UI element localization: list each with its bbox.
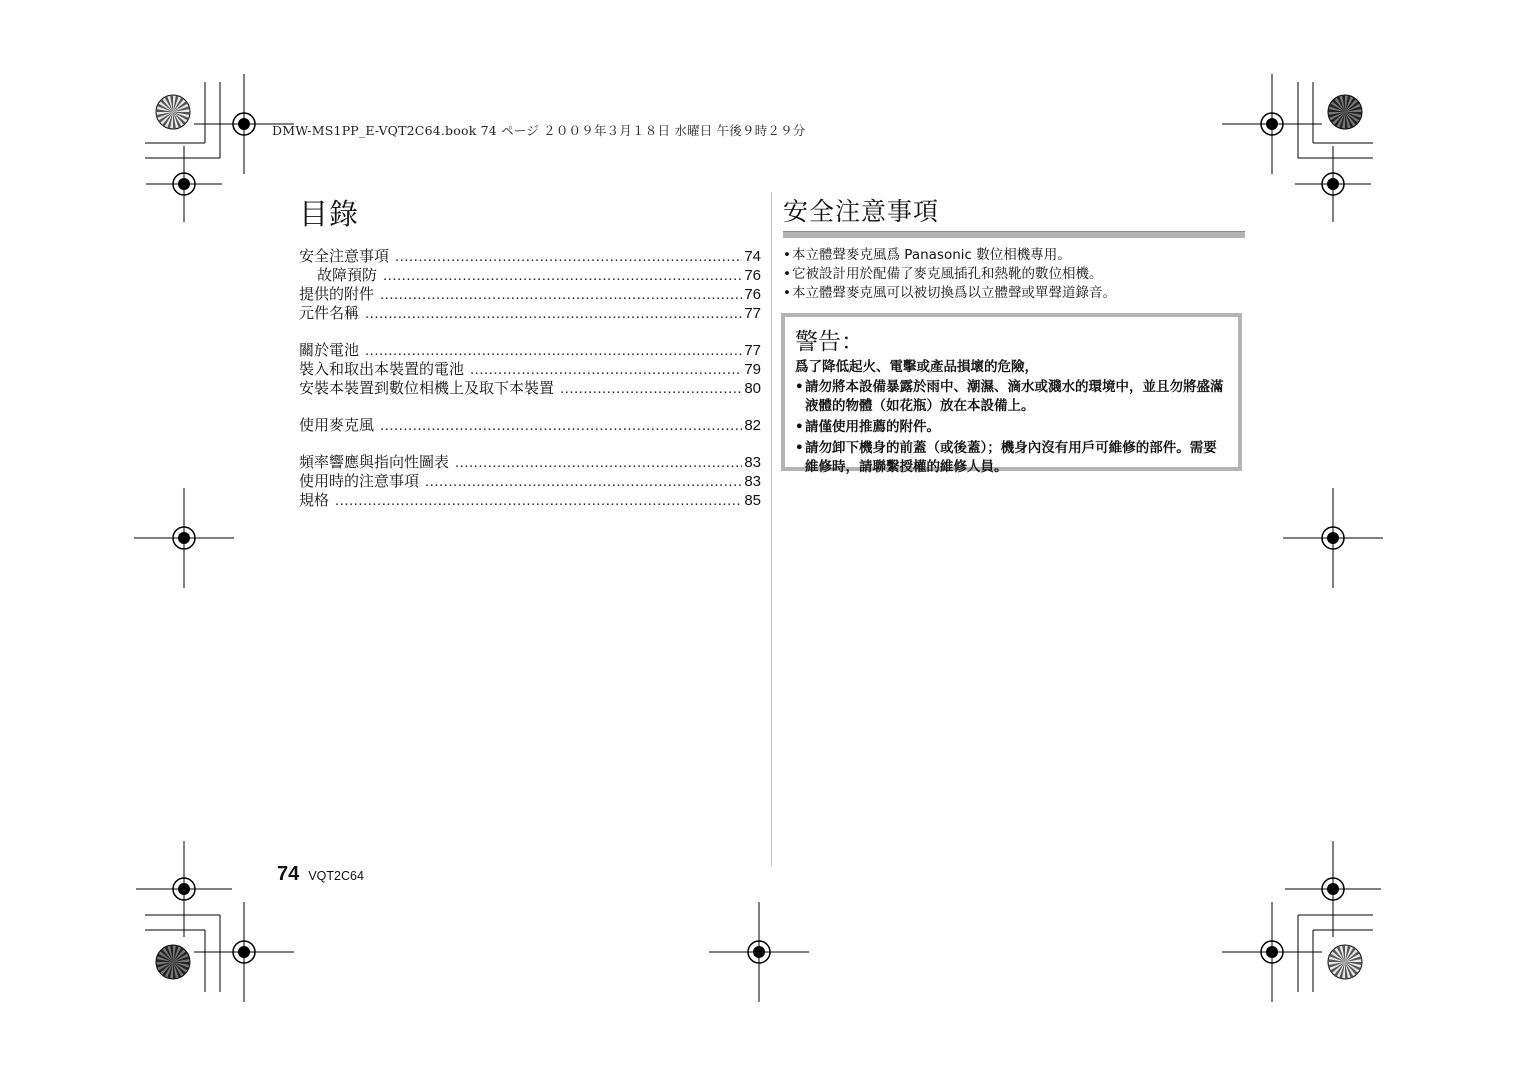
color-target-mark (1328, 945, 1362, 979)
registration-mark (1295, 146, 1371, 222)
safety-title-bar (783, 231, 1245, 238)
toc-entry (299, 453, 761, 472)
toc-entry-label: 安裝本裝置到數位相機上及取下本裝置 (299, 379, 555, 397)
toc-entry-label: 故障預防 (317, 266, 378, 284)
registration-mark (1283, 488, 1383, 588)
toc-entry (299, 416, 761, 435)
toc-leader-dots (335, 491, 742, 510)
toc-entry (299, 491, 761, 510)
toc-leader-dots (470, 360, 742, 379)
toc-entry-page: 76 (744, 267, 761, 284)
toc-entry-label: 元件名稱 (299, 304, 360, 322)
registration-mark (709, 902, 809, 1002)
toc-entry-label: 使用時的注意事項 (299, 472, 420, 490)
toc-entry-page: 74 (744, 248, 761, 265)
warning-bullet: • 請勿卸下機身的前蓋（或後蓋）；機身內沒有用戶可維修的部件。需要維修時，請聯繫授權的維修人員。 (795, 439, 1228, 477)
page-footer (277, 863, 364, 886)
toc-leader-dots (380, 285, 742, 304)
toc-entry (299, 285, 761, 304)
column-divider (771, 192, 772, 866)
toc-list (299, 247, 761, 510)
toc-entry-label: 規格 (299, 491, 330, 509)
page-number: 74 (277, 863, 300, 885)
toc-entry (299, 472, 761, 491)
warning-bullet: • 請僅使用推薦的附件。 (795, 418, 1228, 437)
toc-group (299, 416, 761, 435)
toc-entry-page: 80 (744, 380, 761, 397)
safety-column (783, 192, 1245, 303)
toc-group (299, 341, 761, 398)
toc-entry-page: 77 (744, 305, 761, 322)
safety-bullet-list (783, 246, 1245, 303)
registration-mark (1222, 74, 1322, 174)
safety-bullet-continuation: • 它被設計用於配備了麥克風插孔和熱靴的數位相機。 (783, 265, 1245, 284)
model-code: VQT2C64 (308, 869, 364, 883)
toc-entry-page: 77 (744, 342, 761, 359)
warning-bullet-list (795, 378, 1228, 477)
toc-leader-dots (380, 416, 742, 435)
toc-title: 目錄 (299, 197, 360, 231)
toc-column (299, 192, 761, 528)
print-header-file-info: DMW-MS1PP_E-VQT2C64.book 74 ページ ２００９年３月１８日 水曜日 午後９時２９分 (272, 123, 806, 138)
toc-entry-label: 提供的附件 (299, 285, 375, 303)
toc-entry-page: 79 (744, 361, 761, 378)
registration-mark (146, 146, 222, 222)
registration-mark (1222, 902, 1322, 1002)
registration-mark (194, 902, 294, 1002)
warning-box (781, 313, 1242, 475)
toc-leader-dots (425, 472, 742, 491)
toc-entry-label: 關於電池 (299, 341, 360, 359)
toc-leader-dots (455, 453, 742, 472)
color-target-mark (1328, 95, 1362, 129)
registration-mark (1285, 841, 1381, 937)
toc-group (299, 247, 761, 323)
toc-leader-dots (560, 379, 742, 398)
color-target-mark (156, 95, 190, 129)
toc-entry (299, 247, 761, 266)
toc-entry-page: 83 (744, 473, 761, 490)
toc-entry (299, 379, 761, 398)
toc-entry (299, 266, 761, 285)
registration-mark (134, 488, 234, 588)
toc-entry (299, 304, 761, 323)
toc-leader-dots (365, 304, 742, 323)
toc-group (299, 453, 761, 510)
registration-mark (136, 841, 232, 937)
color-target-mark (156, 945, 190, 979)
toc-entry-page: 85 (744, 492, 761, 509)
safety-title: 安全注意事項 (783, 197, 940, 226)
warning-title: 警告： (795, 329, 864, 355)
toc-entry-label: 安全注意事項 (299, 247, 390, 265)
toc-entry-label: 頻率響應與指向性圖表 (299, 453, 450, 471)
safety-bullet: • 本立體聲麥克風爲 Panasonic 數位相機專用。 (783, 246, 1245, 265)
warning-bullet: • 請勿將本設備暴露於雨中、潮濕、滴水或濺水的環境中，並且勿將盛滿液體的物體（如花瓶）放在本設備上。 (795, 378, 1228, 416)
toc-entry-page: 83 (744, 454, 761, 471)
toc-entry-label: 裝入和取出本裝置的電池 (299, 360, 465, 378)
safety-bullet: • 本立體聲麥克風可以被切換爲以立體聲或單聲道錄音。 (783, 284, 1245, 303)
toc-entry (299, 341, 761, 360)
toc-leader-dots (395, 247, 742, 266)
toc-leader-dots (365, 341, 742, 360)
toc-leader-dots (383, 266, 742, 285)
warning-intro: 爲了降低起火、電擊或產品損壞的危險， (795, 359, 1038, 375)
toc-entry (299, 360, 761, 379)
toc-entry-label: 使用麥克風 (299, 416, 375, 434)
toc-entry-page: 82 (744, 417, 761, 434)
toc-entry-page: 76 (744, 286, 761, 303)
